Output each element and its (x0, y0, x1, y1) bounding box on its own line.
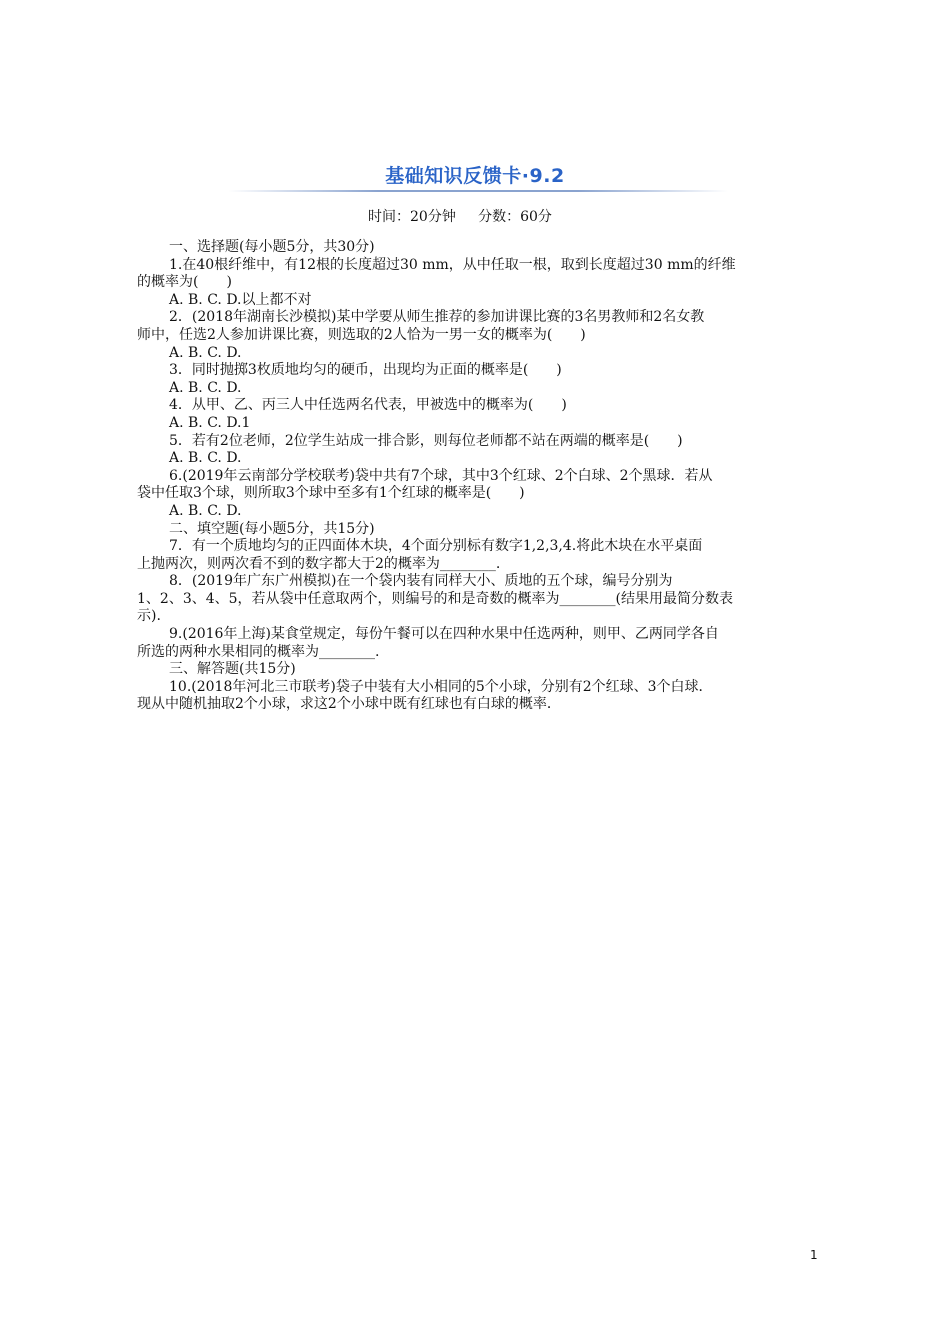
text-line: 10.(2018年河北三市联考)袋子中装有大小相同的5个小球，分别有2个红球、3个白球． (169, 678, 713, 695)
text-line: 上抛两次，则两次看不到的数字都大于2的概率为________. (137, 555, 501, 572)
page-number: 1 (810, 1248, 818, 1262)
text-line: 2．(2018年湖南长沙模拟)某中学要从师生推荐的参加讲课比赛的3名男教师和2名女教 (169, 309, 705, 326)
text-line: 5．若有2位老师，2位学生站成一排合影，则每位老师都不站在两端的概率是( ) (169, 432, 683, 449)
text-line: 4．从甲、乙、丙三人中任选两名代表，甲被选中的概率为( ) (169, 397, 567, 414)
text-line: 3．同时抛掷3枚质地均匀的硬币，出现均为正面的概率是( ) (169, 362, 562, 379)
text-line: 三、解答题(共15分) (169, 661, 296, 678)
text-line: 的概率为( ) (137, 274, 232, 291)
text-line: 9.(2016年上海)某食堂规定，每份午餐可以在四种水果中任选两种，则甲、乙两同学各自 (169, 626, 719, 643)
document-title: 基础知识反馈卡·9.2 (385, 165, 565, 187)
text-line: 师中，任选2人参加讲课比赛，则选取的2人恰为一男一女的概率为( ) (137, 326, 586, 343)
title-underline (228, 190, 728, 192)
text-line: 一、选择题(每小题5分，共30分) (169, 239, 375, 255)
text-line: 示). (137, 608, 161, 625)
time-score-line: 时间：20分钟 分数：60分 (368, 209, 552, 225)
text-line: 6.(2019年云南部分学校联考)袋中共有7个球，其中3个红球、2个白球、2个黑球．若从 (169, 467, 713, 484)
text-line: A. B. C. D. (169, 450, 242, 467)
text-line: A. B. C. D. (169, 379, 242, 396)
text-line: 现从中随机抽取2个小球，求这2个小球中既有红球也有白球的概率． (137, 696, 561, 713)
text-line: A. B. C. D.1 (169, 414, 251, 431)
text-line: 8．(2019年广东广州模拟)在一个袋内装有同样大小、质地的五个球，编号分别为 (169, 573, 673, 590)
text-line: 所选的两种水果相同的概率为________. (137, 643, 380, 660)
text-line: 袋中任取3个球，则所取3个球中至多有1个红球的概率是( ) (137, 485, 525, 502)
text-line: 7．有一个质地均匀的正四面体木块，4个面分别标有数字1,2,3,4.将此木块在水平桌面 (169, 538, 703, 555)
text-line: A. B. C. D.以上都不对 (169, 291, 312, 308)
text-line: A. B. C. D. (169, 344, 242, 361)
text-line: 二、填空题(每小题5分，共15分) (169, 520, 375, 537)
text-line: 1、2、3、4、5，若从袋中任意取两个，则编号的和是奇数的概率为________(结果用最简分数表 (137, 590, 733, 607)
question-body (137, 239, 817, 714)
text-line: A. B. C. D. (169, 502, 242, 519)
text-line: 1.在40根纤维中，有12根的长度超过30 mm，从中任取一根，取到长度超过30 mm的纤维 (169, 256, 736, 273)
